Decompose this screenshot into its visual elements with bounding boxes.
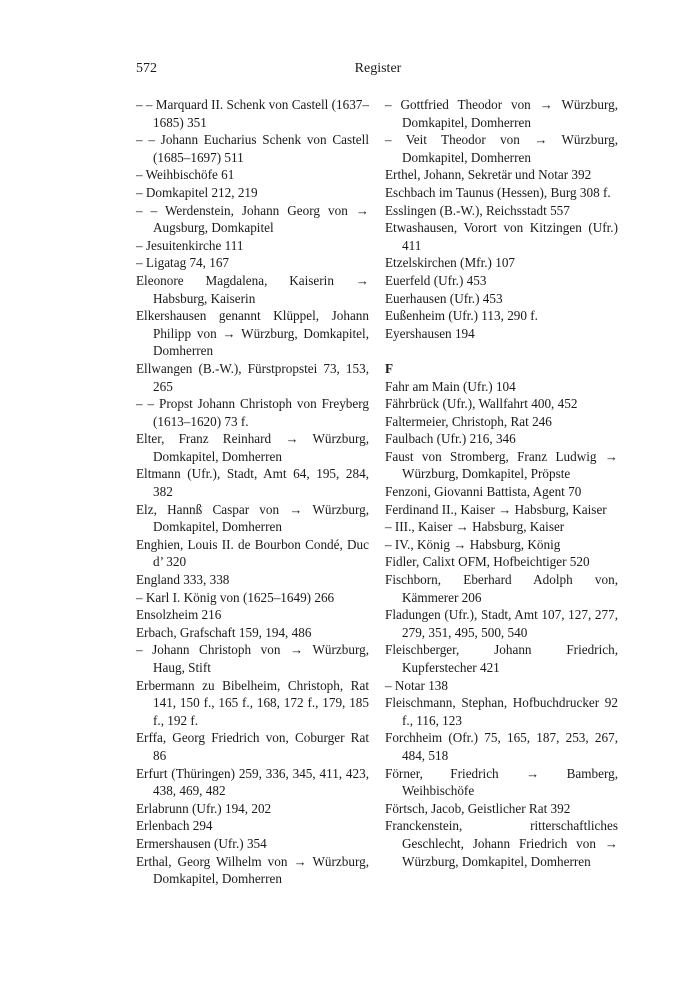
index-entry: Enghien, Louis II. de Bourbon Condé, Duc d’ 320 <box>136 536 369 570</box>
index-entry: – Weihbischöfe 61 <box>136 167 235 183</box>
index-entry: Ellwangen (B.-W.), Fürstpropstei 73, 153, 265 <box>136 360 369 394</box>
page-header <box>136 61 620 81</box>
index-entry: Erlenbach 294 <box>136 818 213 834</box>
index-column-left <box>136 96 369 888</box>
index-entry: Elz, Hannß Caspar von → Würzburg, Domkapitel, Domherren <box>136 501 369 535</box>
index-entry: Etwashausen, Vorort von Kitzingen (Ufr.) 411 <box>385 220 618 253</box>
index-entry: Eyershausen 194 <box>385 325 475 341</box>
index-entry: – Domkapitel 212, 219 <box>136 184 258 200</box>
index-entry: Ferdinand II., Kaiser → Habsburg, Kaiser <box>385 501 607 517</box>
index-entry: Eleonore Magdalena, Kaiserin → Habsburg, Kaiserin <box>136 272 369 306</box>
index-entry: – Gottfried Theodor von → Würzburg, Domkapitel, Domherren <box>385 97 618 130</box>
index-column-right <box>385 96 618 870</box>
index-entry: Fleischberger, Johann Friedrich, Kupferstecher 421 <box>385 642 618 675</box>
index-entry: Erlabrunn (Ufr.) 194, 202 <box>136 800 272 816</box>
index-entry: Esslingen (B.-W.), Reichsstadt 557 <box>385 202 570 218</box>
index-entry: Förtsch, Jacob, Geistlicher Rat 392 <box>385 800 571 816</box>
index-entry: – – Propst Johann Christoph von Freyberg (1613–1620) 73 f. <box>136 396 369 429</box>
index-entry: Erfurt (Thüringen) 259, 336, 345, 411, 423, 438, 469, 482 <box>136 765 369 799</box>
index-entry: Erffa, Georg Friedrich von, Coburger Rat 86 <box>136 730 369 763</box>
index-entry: Erbach, Grafschaft 159, 194, 486 <box>136 624 312 640</box>
index-entry: Ermershausen (Ufr.) 354 <box>136 835 267 851</box>
index-entry: Euerfeld (Ufr.) 453 <box>385 272 487 288</box>
index-entry: Forchheim (Ofr.) 75, 165, 187, 253, 267, 484, 518 <box>385 730 618 763</box>
index-entry: Erthel, Johann, Sekretär und Notar 392 <box>385 167 592 183</box>
index-entry: – – Werdenstein, Johann Georg von → Augsburg, Domkapitel <box>136 202 369 236</box>
index-entry: Eschbach im Taunus (Hessen), Burg 308 f. <box>385 184 611 200</box>
index-entry: Faltermeier, Christoph, Rat 246 <box>385 413 552 429</box>
index-entry: England 333, 338 <box>136 572 230 588</box>
index-entry: Fährbrück (Ufr.), Wallfahrt 400, 452 <box>385 396 578 412</box>
index-entry: Faust von Stromberg, Franz Ludwig → Würzburg, Domkapitel, Pröpste <box>385 448 618 482</box>
index-entry: Erthal, Georg Wilhelm von → Würzburg, Domkapitel, Domherren <box>136 853 369 887</box>
index-entry: – III., Kaiser → Habsburg, Kaiser <box>385 519 565 535</box>
index-entry: Erbermann zu Bibelheim, Christoph, Rat 141, 150 f., 165 f., 168, 172 f., 179, 185 f., 192 f. <box>136 677 369 728</box>
index-entry: – Jesuitenkirche 111 <box>136 237 244 253</box>
index-entry: Elter, Franz Reinhard → Würzburg, Domkapitel, Domherren <box>136 431 369 464</box>
index-entry: Fahr am Main (Ufr.) 104 <box>385 378 516 394</box>
section-spacer <box>385 342 618 360</box>
page-number: 572 <box>136 61 157 76</box>
index-entry: Faulbach (Ufr.) 216, 346 <box>385 431 516 447</box>
index-entry: Fladungen (Ufr.), Stadt, Amt 107, 127, 277, 279, 351, 495, 500, 540 <box>385 607 618 640</box>
index-entry: Etzelskirchen (Mfr.) 107 <box>385 255 516 271</box>
index-entry: Förner, Friedrich → Bamberg, Weihbischöfe <box>385 765 618 799</box>
index-entry: Ensolzheim 216 <box>136 607 222 623</box>
index-entry: – – Johann Eucharius Schenk von Castell (1685–1697) 511 <box>136 132 369 165</box>
index-entry: – Notar 138 <box>385 677 448 693</box>
index-entry: – – Marquard II. Schenk von Castell (1637–1685) 351 <box>136 97 369 130</box>
index-entry: Elkershausen genannt Klüppel, Johann Philipp von → Würzburg, Domkapitel, Domherren <box>136 308 369 359</box>
index-entry: Eltmann (Ufr.), Stadt, Amt 64, 195, 284, 382 <box>136 466 369 500</box>
index-entry: Fischborn, Eberhard Adolph von, Kämmerer 206 <box>385 572 618 605</box>
index-entry: Fenzoni, Giovanni Battista, Agent 70 <box>385 484 582 500</box>
section-letter: F <box>385 360 394 376</box>
index-entry: Eußenheim (Ufr.) 113, 290 f. <box>385 308 538 324</box>
running-title: Register <box>354 61 402 76</box>
index-entry: Fleischmann, Stephan, Hofbuchdrucker 92 f., 116, 123 <box>385 695 618 728</box>
index-entry: Fidler, Calixt OFM, Hofbeichtiger 520 <box>385 554 590 570</box>
index-entry: – Ligatag 74, 167 <box>136 255 230 271</box>
index-entry: Euerhausen (Ufr.) 453 <box>385 290 503 306</box>
index-entry: – Veit Theodor von → Würzburg, Domkapitel, Domherren <box>385 132 618 165</box>
index-entry: – Johann Christoph von → Würzburg, Haug, Stift <box>136 642 369 675</box>
index-entry: – IV., König → Habsburg, König <box>385 536 561 552</box>
index-entry: – Karl I. König von (1625–1649) 266 <box>136 589 335 605</box>
index-entry: Franckenstein, ritterschaftliches Geschlecht, Johann Friedrich von → Würzburg, Domkapitel, Domherren <box>385 818 618 869</box>
